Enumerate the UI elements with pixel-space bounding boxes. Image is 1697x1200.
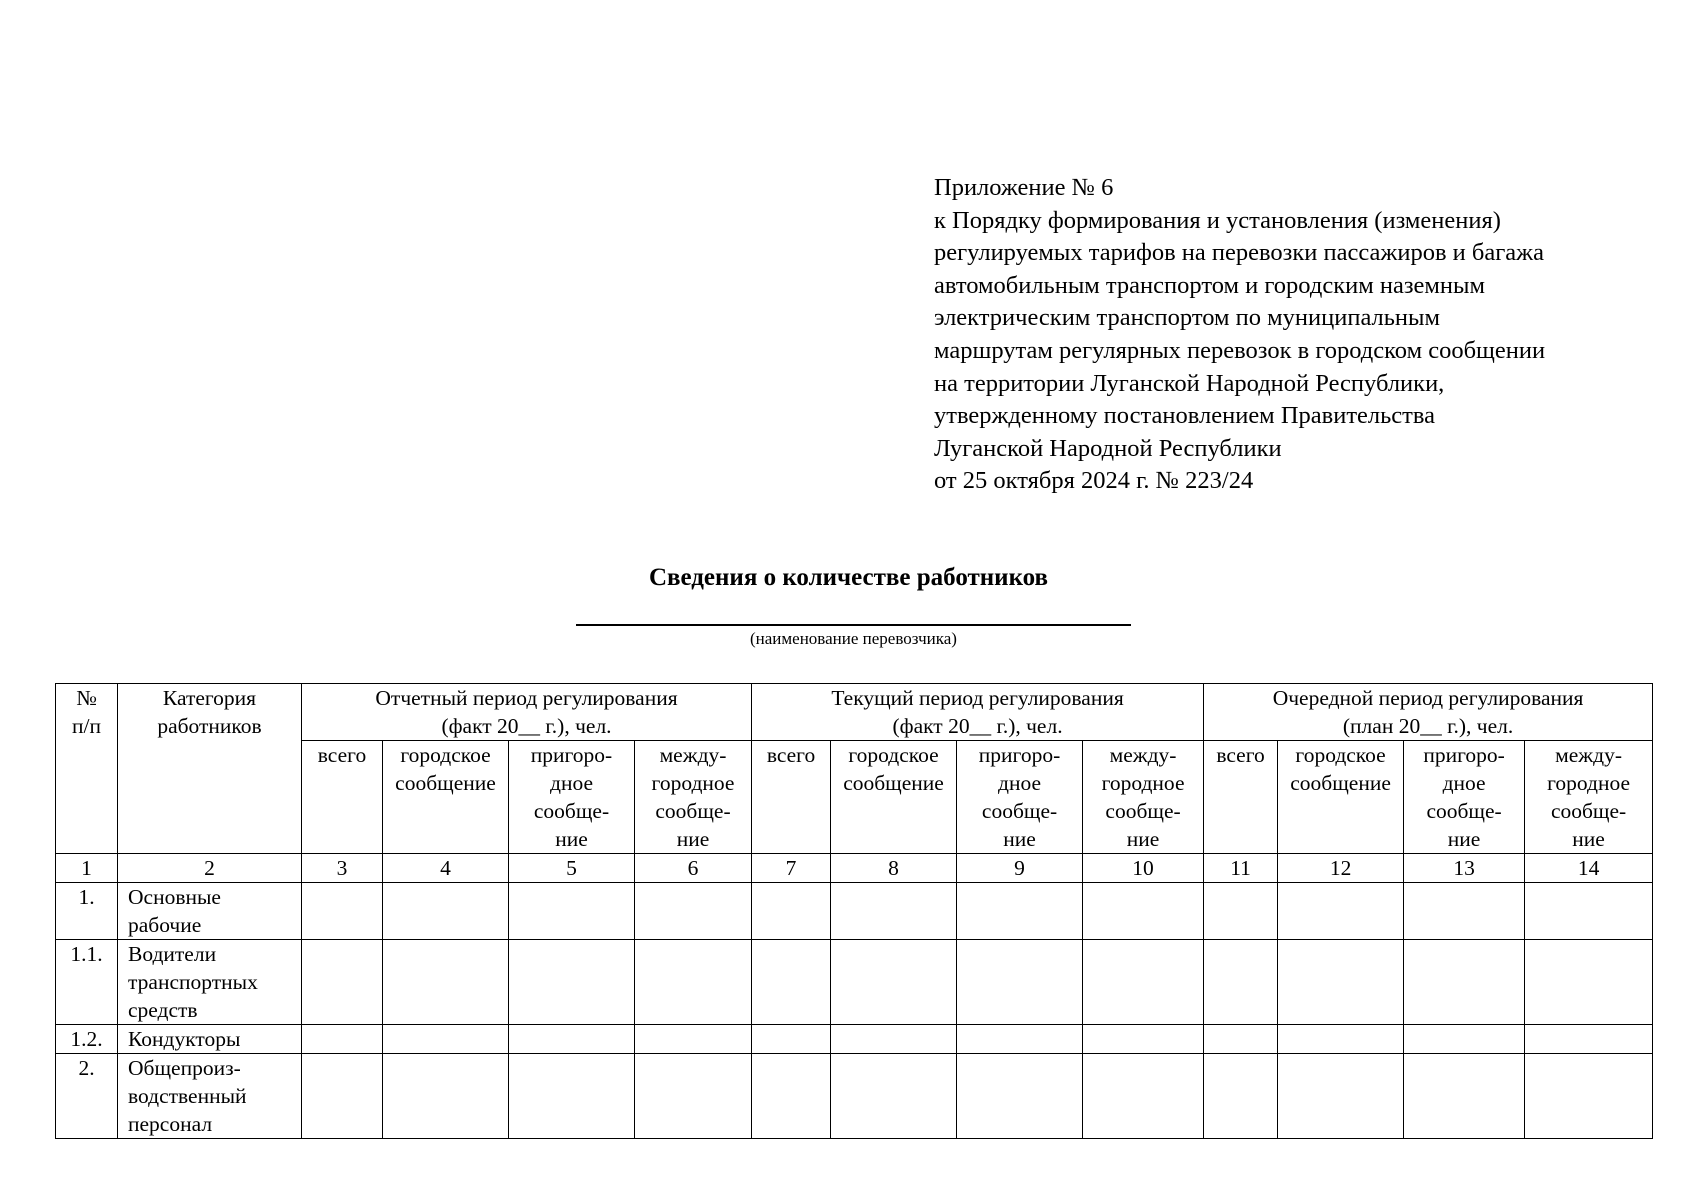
data-cell[interactable] — [1204, 1025, 1278, 1054]
data-cell[interactable] — [957, 883, 1083, 940]
subheader-urban: городское сообщение — [831, 741, 957, 854]
column-number: 3 — [302, 854, 383, 883]
data-cell[interactable] — [831, 1025, 957, 1054]
data-cell[interactable] — [1404, 1054, 1525, 1139]
data-cell[interactable] — [752, 1054, 831, 1139]
data-cell[interactable] — [1278, 1025, 1404, 1054]
data-cell[interactable] — [1083, 1054, 1204, 1139]
data-cell[interactable] — [1404, 883, 1525, 940]
data-cell[interactable] — [1404, 940, 1525, 1025]
subheader-intercity: между- городное сообще- ние — [635, 741, 752, 854]
subheader-suburban: пригоро- дное сообще- ние — [1404, 741, 1525, 854]
column-number: 7 — [752, 854, 831, 883]
header-next-period: Очередной период регулирования (план 20__ г.), чел. — [1204, 684, 1653, 741]
column-numbers-row — [56, 854, 1653, 883]
data-cell[interactable] — [752, 883, 831, 940]
data-cell[interactable] — [635, 1025, 752, 1054]
header-current-period: Текущий период регулирования (факт 20__ г.), чел. — [752, 684, 1204, 741]
subheader-urban: городское сообщение — [1278, 741, 1404, 854]
column-number: 14 — [1525, 854, 1653, 883]
row-category: Общепроиз- водственный персонал — [118, 1054, 302, 1139]
column-number: 2 — [118, 854, 302, 883]
data-cell[interactable] — [1525, 940, 1653, 1025]
subheader-urban: городское сообщение — [383, 741, 509, 854]
subheader-total: всего — [1204, 741, 1278, 854]
subheader-total: всего — [302, 741, 383, 854]
table-row — [56, 1025, 1653, 1054]
column-number: 6 — [635, 854, 752, 883]
column-number: 5 — [509, 854, 635, 883]
subheader-suburban: пригоро- дное сообще- ние — [957, 741, 1083, 854]
data-cell[interactable] — [1204, 1054, 1278, 1139]
column-number: 10 — [1083, 854, 1204, 883]
subheader-intercity: между- городное сообще- ние — [1083, 741, 1204, 854]
column-number: 9 — [957, 854, 1083, 883]
header-category: Категория работников — [118, 684, 302, 854]
data-cell[interactable] — [383, 1025, 509, 1054]
appendix-line: Луганской Народной Республики — [934, 434, 1282, 462]
table-row — [56, 883, 1653, 940]
row-number: 1.2. — [56, 1025, 118, 1054]
document-title: Сведения о количестве работников — [648, 564, 1049, 591]
data-cell[interactable] — [383, 940, 509, 1025]
data-cell[interactable] — [635, 940, 752, 1025]
data-cell[interactable] — [1525, 883, 1653, 940]
data-cell[interactable] — [1525, 1054, 1653, 1139]
table-row — [56, 1054, 1653, 1139]
data-cell[interactable] — [1204, 883, 1278, 940]
data-cell[interactable] — [302, 1054, 383, 1139]
data-cell[interactable] — [831, 940, 957, 1025]
data-cell[interactable] — [957, 1025, 1083, 1054]
data-cell[interactable] — [509, 1054, 635, 1139]
data-cell[interactable] — [752, 940, 831, 1025]
row-number: 1. — [56, 883, 118, 940]
data-cell[interactable] — [1278, 1054, 1404, 1139]
row-category: Кондукторы — [118, 1025, 302, 1054]
data-cell[interactable] — [1204, 940, 1278, 1025]
data-cell[interactable] — [957, 940, 1083, 1025]
data-cell[interactable] — [383, 1054, 509, 1139]
appendix-line: к Порядку формирования и установления (изменения) — [934, 206, 1501, 234]
data-cell[interactable] — [1404, 1025, 1525, 1054]
column-number: 8 — [831, 854, 957, 883]
table-row — [56, 940, 1653, 1025]
data-cell[interactable] — [635, 883, 752, 940]
data-cell[interactable] — [1083, 1025, 1204, 1054]
data-cell[interactable] — [1278, 883, 1404, 940]
data-cell[interactable] — [831, 883, 957, 940]
row-category: Водители транспортных средств — [118, 940, 302, 1025]
data-cell[interactable] — [1525, 1025, 1653, 1054]
data-cell[interactable] — [383, 883, 509, 940]
row-category: Основные рабочие — [118, 883, 302, 940]
subheader-total: всего — [752, 741, 831, 854]
data-cell[interactable] — [635, 1054, 752, 1139]
row-number: 2. — [56, 1054, 118, 1139]
data-cell[interactable] — [302, 1025, 383, 1054]
data-cell[interactable] — [1083, 883, 1204, 940]
column-number: 4 — [383, 854, 509, 883]
appendix-line: регулируемых тарифов на перевозки пассажиров и багажа — [934, 239, 1544, 267]
appendix-line: от 25 октября 2024 г. № 223/24 — [934, 467, 1254, 495]
column-number: 13 — [1404, 854, 1525, 883]
carrier-name-line[interactable] — [576, 624, 1131, 626]
data-cell[interactable] — [509, 1025, 635, 1054]
data-cell[interactable] — [1278, 940, 1404, 1025]
workers-table — [55, 683, 1653, 1139]
data-cell[interactable] — [509, 940, 635, 1025]
appendix-line: электрическим транспортом по муниципальным — [934, 304, 1441, 332]
data-cell[interactable] — [752, 1025, 831, 1054]
appendix-line: маршрутам регулярных перевозок в городском сообщении — [934, 336, 1546, 364]
data-cell[interactable] — [957, 1054, 1083, 1139]
row-number: 1.1. — [56, 940, 118, 1025]
appendix-line: автомобильным транспортом и городским наземным — [934, 271, 1485, 299]
appendix-line: утвержденному постановлением Правительства — [934, 402, 1435, 430]
header-no: № п/п — [56, 684, 118, 854]
header-reporting-period: Отчетный период регулирования (факт 20__ г.), чел. — [302, 684, 752, 741]
header-row-groups — [56, 684, 1653, 741]
appendix-line: на территории Луганской Народной Республики, — [934, 369, 1445, 397]
column-number: 1 — [56, 854, 118, 883]
data-cell[interactable] — [1083, 940, 1204, 1025]
column-number: 11 — [1204, 854, 1278, 883]
appendix-line: Приложение № 6 — [934, 174, 1114, 201]
appendix-header — [934, 172, 1654, 498]
data-cell[interactable] — [302, 940, 383, 1025]
subheader-intercity: между- городное сообще- ние — [1525, 741, 1653, 854]
column-number: 12 — [1278, 854, 1404, 883]
data-cell[interactable] — [831, 1054, 957, 1139]
data-cell[interactable] — [302, 883, 383, 940]
carrier-name-caption: (наименование перевозчика) — [750, 629, 957, 648]
subheader-suburban: пригоро- дное сообще- ние — [509, 741, 635, 854]
data-cell[interactable] — [509, 883, 635, 940]
